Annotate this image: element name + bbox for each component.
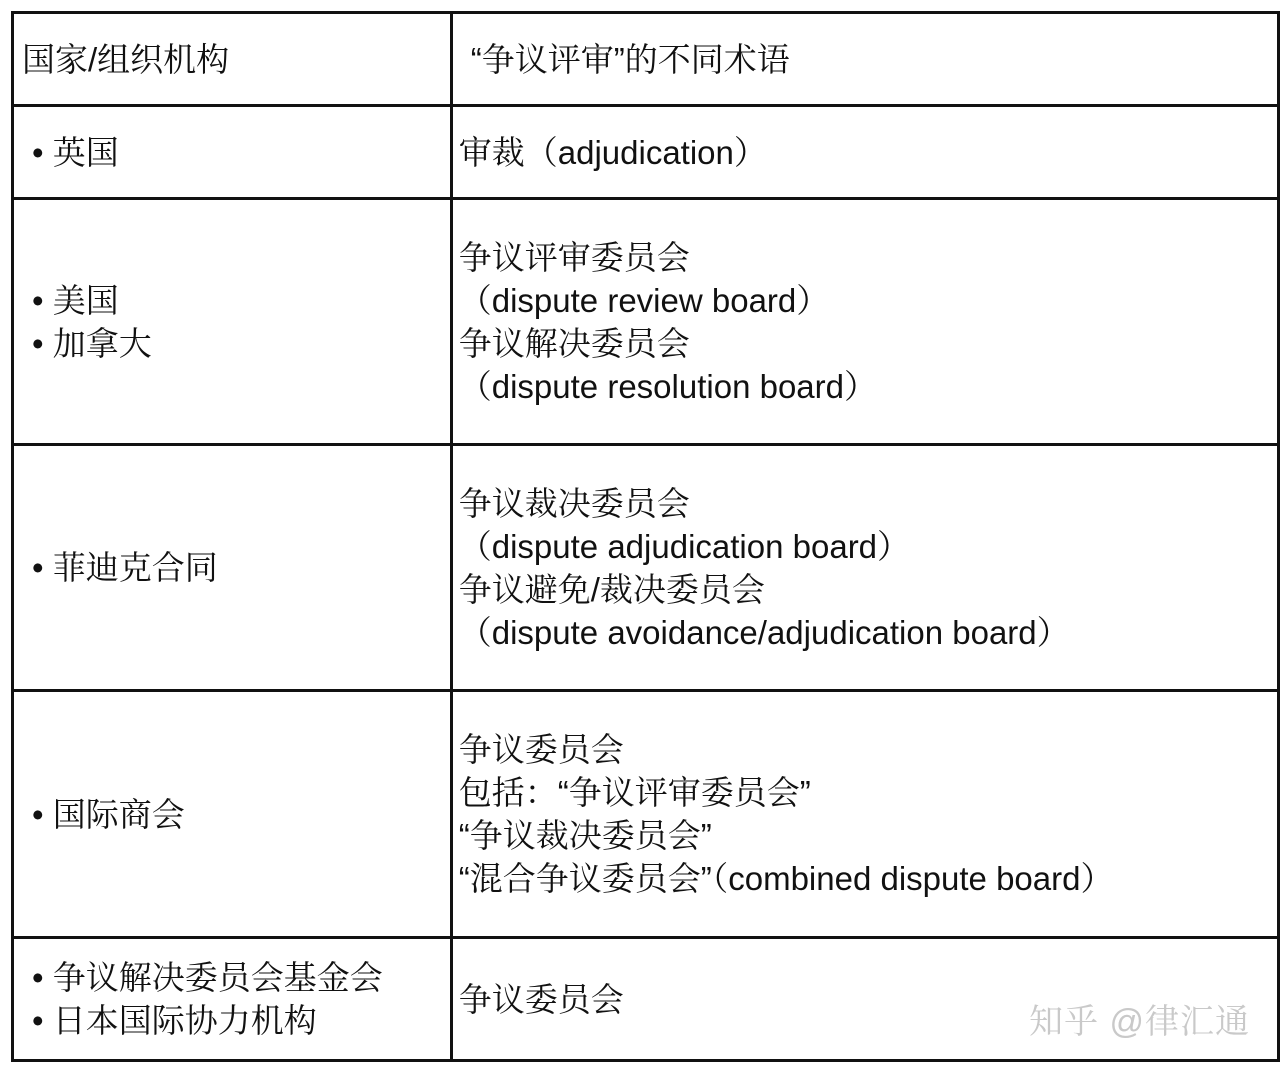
term-line: 争议裁决委员会 [458, 484, 690, 522]
table-row [13, 445, 1279, 691]
term-line: 审裁（adjudication） [458, 133, 767, 171]
term-line: （dispute resolution board） [458, 367, 877, 405]
term-line: 争议评审委员会 [458, 238, 690, 276]
terms-cell [451, 445, 1278, 691]
term-line: 争议委员会 [458, 731, 624, 768]
country-item: • 英国 [22, 131, 442, 174]
term-line: （dispute avoidance/adjudication board） [458, 613, 1070, 651]
country-item: • 国际商会 [22, 793, 442, 836]
term-line: 争议解决委员会 [458, 324, 690, 362]
country-item: • 争议解决委员会基金会 [22, 956, 442, 999]
country-cell [13, 106, 452, 199]
country-item: • 加拿大 [22, 322, 442, 365]
terminology-table [11, 11, 1280, 1062]
country-cell [13, 445, 452, 691]
country-item: • 菲迪克合同 [22, 546, 442, 589]
country-cell [13, 199, 452, 445]
country-cell [13, 691, 452, 938]
country-item: • 日本国际协力机构 [22, 999, 442, 1042]
header-terms: “争议评审”的不同术语 [451, 13, 1278, 106]
terms-cell [451, 691, 1278, 938]
watermark: 知乎 @律汇通 [1029, 1003, 1250, 1041]
table-row [13, 106, 1279, 199]
term-line: 包括：“争议评审委员会” [458, 774, 811, 811]
table-row [13, 691, 1279, 938]
table-row [13, 199, 1279, 445]
country-item: • 美国 [22, 279, 442, 322]
terms-cell [451, 106, 1278, 199]
table-header-row [13, 13, 1279, 106]
header-country: 国家/组织机构 [13, 13, 452, 106]
country-cell [13, 938, 452, 1061]
terms-cell [451, 199, 1278, 445]
term-line: 争议避免/裁决委员会 [458, 570, 765, 608]
term-line: “混合争议委员会”（combined dispute board） [458, 860, 1114, 897]
term-line: （dispute adjudication board） [458, 527, 911, 565]
term-line: 争议委员会 [458, 980, 624, 1018]
term-line: “争议裁决委员会” [458, 817, 712, 854]
term-line: （dispute review board） [458, 281, 830, 319]
